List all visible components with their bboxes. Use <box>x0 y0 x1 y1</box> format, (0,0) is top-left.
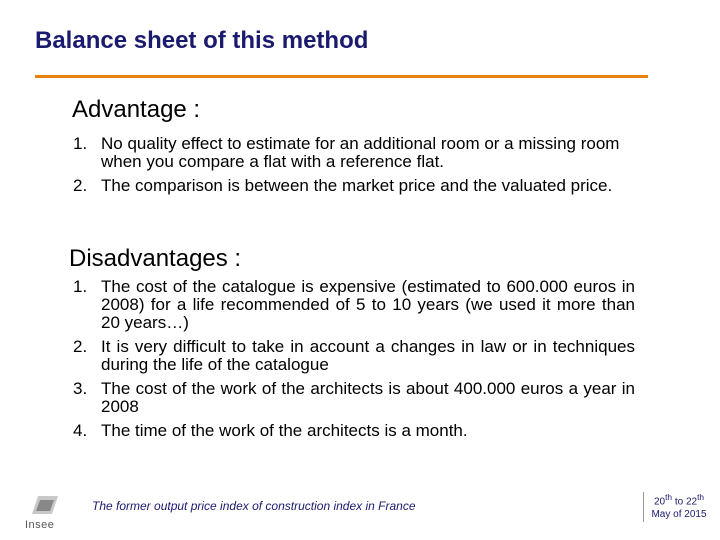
date-start: 20 <box>653 496 666 508</box>
list-item-text: It is very difficult to take in account a changes in law or in techniques during the life of the catalogue <box>101 337 635 374</box>
list-item-text: The cost of the work of the architects is about 400.000 euros a year in 2008 <box>101 379 635 416</box>
list-item-number: 2. <box>73 176 88 195</box>
list-item-text: The cost of the catalogue is expensive (estimated to 600.000 euros in 2008) for a life recommended of 5 to 10 years (we used it more than 20 years…) <box>101 277 635 332</box>
date-end-suffix: th <box>697 492 705 502</box>
list-item <box>73 422 635 440</box>
list-item-number: 4. <box>73 421 88 440</box>
list-item-number: 2. <box>73 337 88 356</box>
title-divider <box>35 75 648 78</box>
insee-logo-text: Insee <box>25 519 55 531</box>
advantage-heading: Advantage : <box>72 96 201 123</box>
list-item-number: 1. <box>73 277 88 296</box>
date-start-suffix: th <box>665 492 673 502</box>
advantage-list <box>73 135 633 201</box>
conference-date <box>646 491 712 521</box>
disadvantages-list <box>73 278 635 446</box>
list-item <box>73 338 635 374</box>
list-item-text: No quality effect to estimate for an additional room or a missing room when you compare a flat with a reference flat. <box>101 134 620 171</box>
list-item-text: The comparison is between the market price and the valuated price. <box>101 176 613 195</box>
list-item <box>73 380 635 416</box>
list-item <box>73 135 633 171</box>
disadvantages-heading: Disadvantages : <box>69 245 242 272</box>
list-item-text: The time of the work of the architects is a month. <box>101 421 468 440</box>
slide-title: Balance sheet of this method <box>35 27 369 54</box>
footer-separator <box>643 492 644 522</box>
list-item-number: 1. <box>73 134 88 153</box>
date-end: to 22 <box>672 496 698 508</box>
list-item <box>73 177 633 195</box>
list-item-number: 3. <box>73 379 88 398</box>
footer-text: The former output price index of construction index in France <box>92 499 416 513</box>
date-month-year: May of 2015 <box>651 509 707 521</box>
list-item <box>73 278 635 332</box>
